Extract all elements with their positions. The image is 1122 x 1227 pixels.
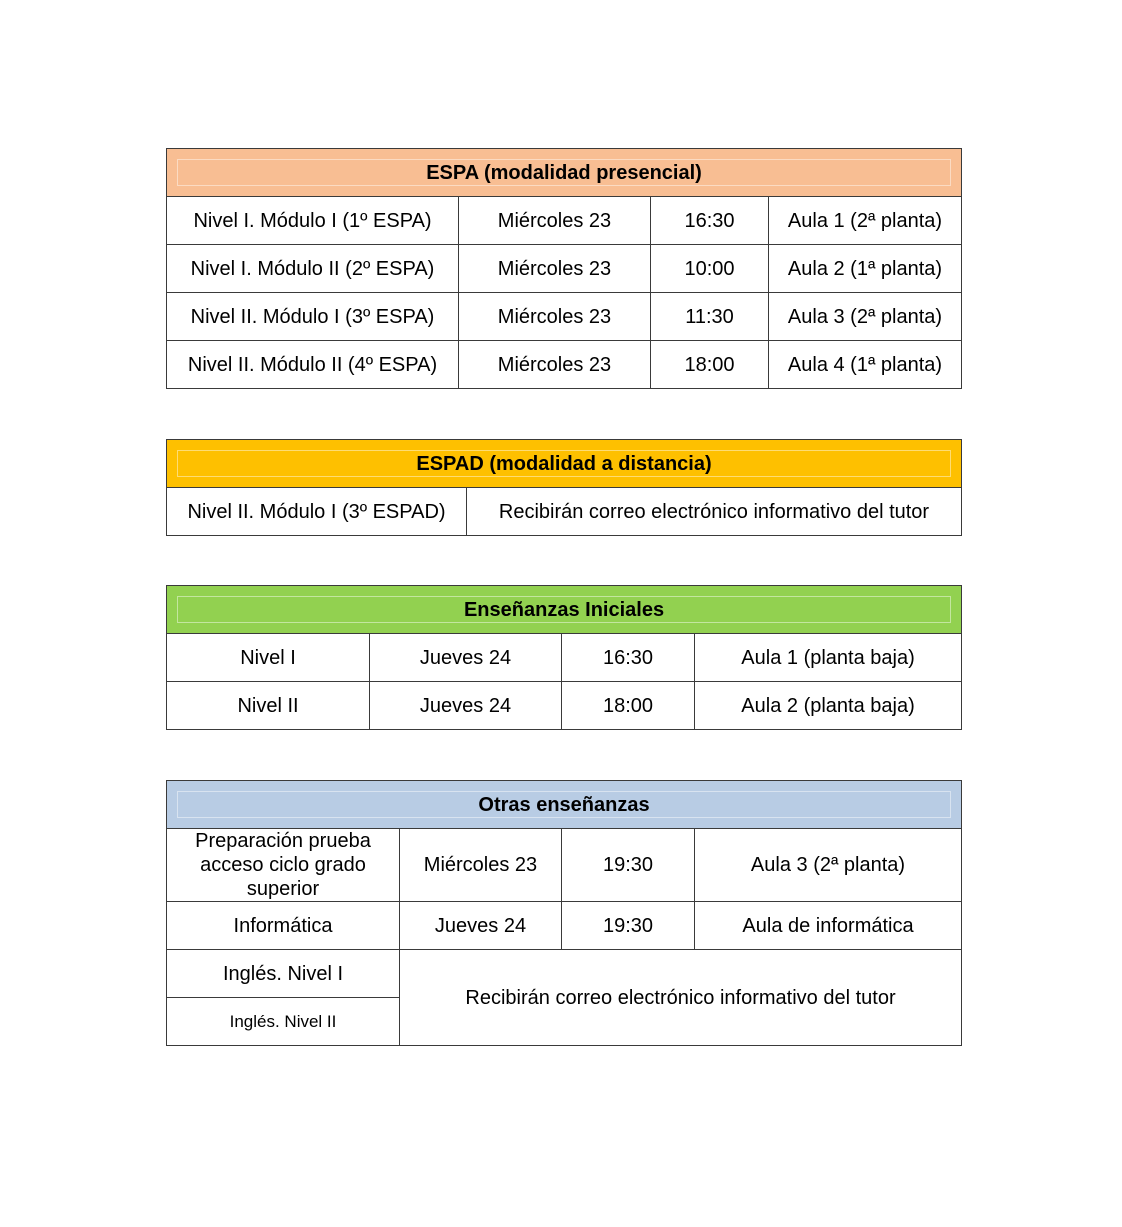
level-cell: Inglés. Nivel II — [167, 998, 400, 1046]
day-cell: Jueves 24 — [400, 902, 562, 950]
level-cell: Inglés. Nivel I — [167, 950, 400, 998]
iniciales-title: Enseñanzas Iniciales — [167, 586, 962, 634]
level-cell: Nivel II. Módulo I (3º ESPAD) — [167, 488, 467, 536]
espa-title: ESPA (modalidad presencial) — [167, 149, 962, 197]
otras-title: Otras enseñanzas — [167, 781, 962, 829]
espad-table — [166, 439, 962, 536]
note-cell: Recibirán correo electrónico informativo del tutor — [467, 488, 962, 536]
room-cell: Aula 2 (planta baja) — [695, 682, 962, 730]
time-cell: 11:30 — [651, 293, 769, 341]
table-row — [167, 293, 962, 341]
day-cell: Miércoles 23 — [459, 293, 651, 341]
table-row — [167, 682, 962, 730]
time-cell: 16:30 — [562, 634, 695, 682]
room-cell: Aula 1 (2ª planta) — [769, 197, 962, 245]
day-cell: Jueves 24 — [370, 634, 562, 682]
level-cell: Nivel I. Módulo I (1º ESPA) — [167, 197, 459, 245]
espa-table — [166, 148, 962, 389]
day-cell: Miércoles 23 — [400, 829, 562, 902]
table-row — [167, 245, 962, 293]
room-cell: Aula 3 (2ª planta) — [769, 293, 962, 341]
table-row — [167, 829, 962, 902]
room-cell: Aula 3 (2ª planta) — [695, 829, 962, 902]
level-cell: Preparación prueba acceso ciclo grado superior — [167, 829, 400, 902]
level-cell: Nivel I. Módulo II (2º ESPA) — [167, 245, 459, 293]
day-cell: Miércoles 23 — [459, 341, 651, 389]
otras-table — [166, 780, 962, 1046]
iniciales-table — [166, 585, 962, 730]
day-cell: Jueves 24 — [370, 682, 562, 730]
table-row — [167, 634, 962, 682]
shared-note-cell: Recibirán correo electrónico informativo del tutor — [400, 950, 962, 1046]
level-cell: Nivel II. Módulo I (3º ESPA) — [167, 293, 459, 341]
table-row — [167, 902, 962, 950]
level-cell: Informática — [167, 902, 400, 950]
room-cell: Aula 1 (planta baja) — [695, 634, 962, 682]
day-cell: Miércoles 23 — [459, 197, 651, 245]
room-cell: Aula 4 (1ª planta) — [769, 341, 962, 389]
table-row — [167, 341, 962, 389]
espad-title: ESPAD (modalidad a distancia) — [167, 440, 962, 488]
level-cell: Nivel II. Módulo II (4º ESPA) — [167, 341, 459, 389]
room-cell: Aula de informática — [695, 902, 962, 950]
table-row — [167, 488, 962, 536]
table-row — [167, 950, 962, 998]
time-cell: 18:00 — [651, 341, 769, 389]
time-cell: 10:00 — [651, 245, 769, 293]
table-row — [167, 197, 962, 245]
time-cell: 19:30 — [562, 902, 695, 950]
level-cell: Nivel I — [167, 634, 370, 682]
time-cell: 18:00 — [562, 682, 695, 730]
level-cell: Nivel II — [167, 682, 370, 730]
room-cell: Aula 2 (1ª planta) — [769, 245, 962, 293]
day-cell: Miércoles 23 — [459, 245, 651, 293]
time-cell: 16:30 — [651, 197, 769, 245]
time-cell: 19:30 — [562, 829, 695, 902]
